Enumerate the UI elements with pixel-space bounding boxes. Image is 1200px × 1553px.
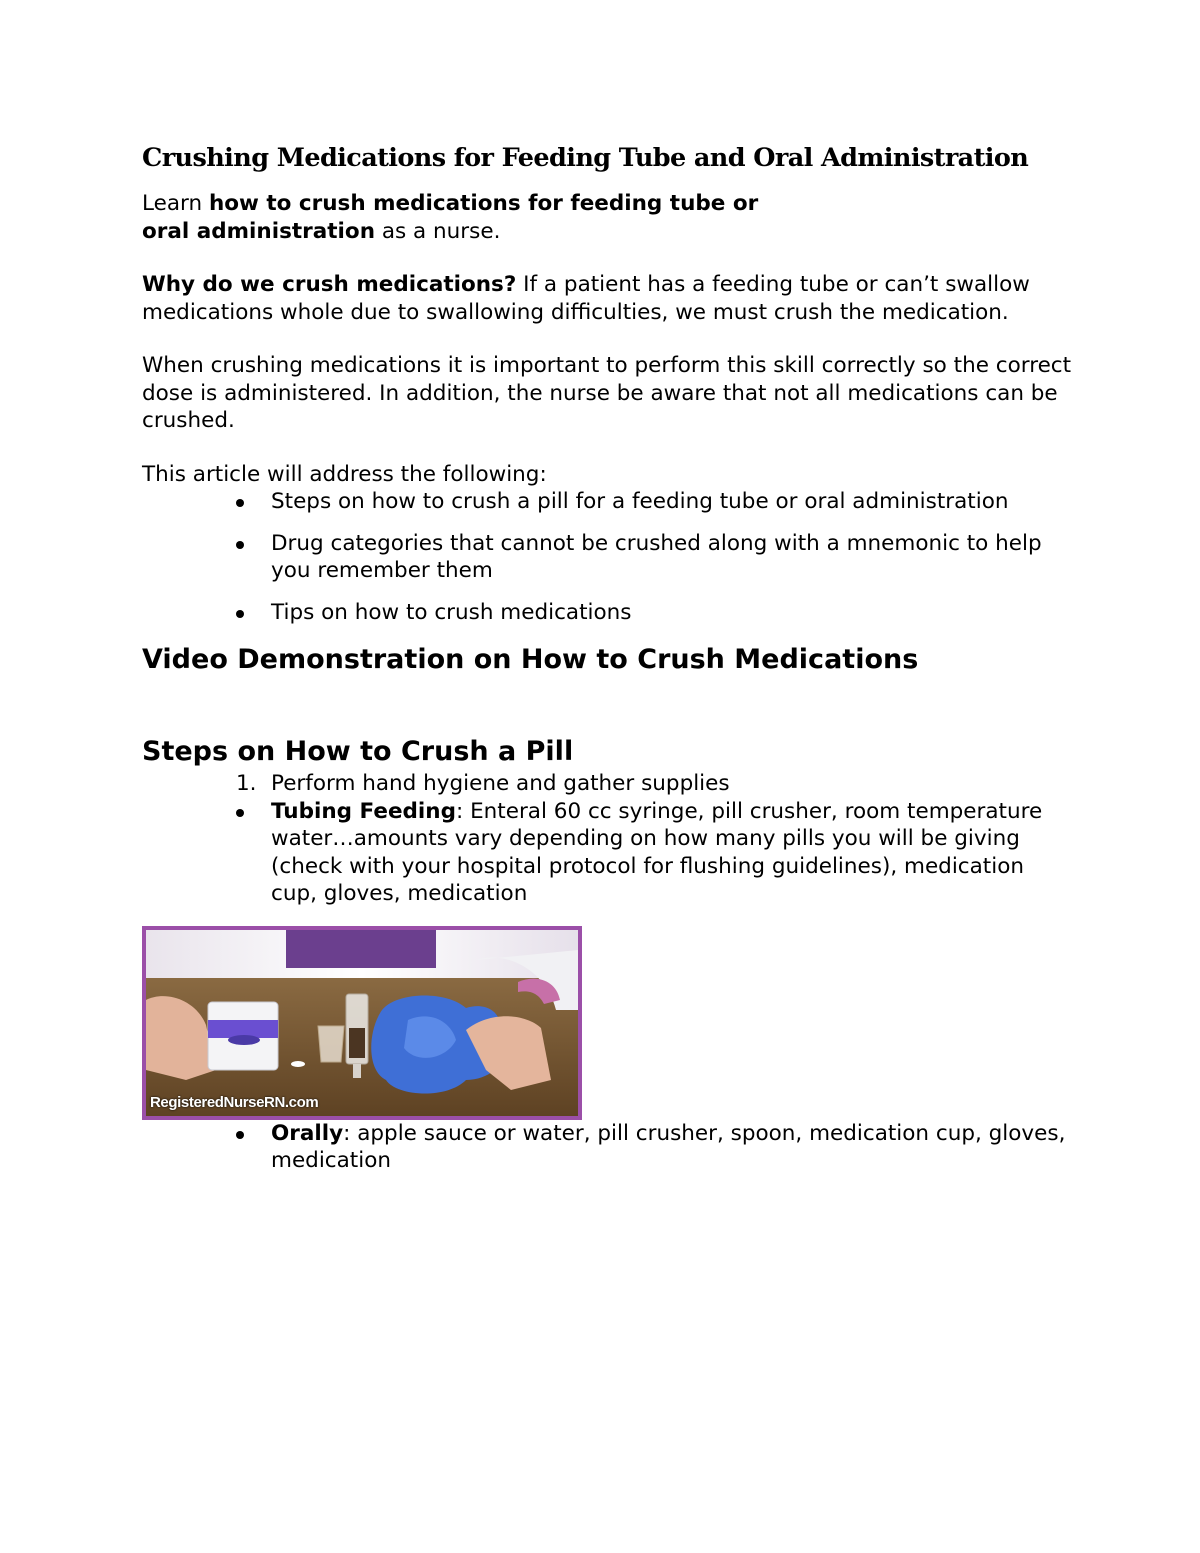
document-page bbox=[142, 140, 1072, 1175]
bullet-icon bbox=[236, 499, 244, 507]
intro-paragraph bbox=[142, 190, 1072, 245]
when-paragraph: When crushing medications it is important to perform this skill correctly so the correct dose is administered. In addition, the nurse be aware that not all medications can be crushed. bbox=[142, 353, 1072, 433]
step-number: 1. bbox=[236, 771, 257, 796]
orally-label: Orally bbox=[271, 1120, 344, 1146]
list-item-text: Drug categories that cannot be crushed along with a mnemonic to help you remember them bbox=[271, 530, 1042, 583]
list-item-text: Steps on how to crush a pill for a feeding tube or oral administration bbox=[271, 489, 1009, 514]
supplies-photo-illustration bbox=[146, 930, 578, 1116]
step-item bbox=[142, 770, 1072, 798]
image-watermark: RegisteredNurseRN.com bbox=[150, 1093, 319, 1111]
intro-prefix: Learn bbox=[142, 191, 209, 216]
list-item bbox=[142, 599, 1072, 627]
orally-text: : apple sauce or water, pill crusher, spoon, medication cup, gloves, medication bbox=[271, 1120, 1066, 1173]
list-item bbox=[142, 1120, 1072, 1175]
list-item-text: Tips on how to crush medications bbox=[271, 599, 632, 625]
video-heading: Video Demonstration on How to Crush Medications bbox=[142, 644, 919, 675]
intro-suffix: as a nurse. bbox=[375, 218, 501, 244]
intro-bold-2: oral administration bbox=[142, 218, 375, 244]
list-item bbox=[142, 488, 1072, 516]
tubing-text: : Enteral 60 cc syringe, pill crusher, room temperature water…amounts vary depending on how many pills you will be giving (check with your hospital protocol for flushing guidelines), medication cup, gloves, medication bbox=[271, 798, 1043, 906]
why-paragraph bbox=[142, 271, 1072, 326]
list-item bbox=[142, 798, 1072, 908]
tubing-label: Tubing Feeding bbox=[271, 798, 456, 824]
why-text: If a patient has a feeding tube or can’t swallow medications whole due to swallowing difficulties, we must crush the medication. bbox=[142, 272, 1030, 325]
intro-bold-1: how to crush medications for feeding tube or bbox=[208, 191, 759, 216]
why-question: Why do we crush medications? bbox=[142, 272, 517, 297]
oral-supplies-list bbox=[142, 1120, 1072, 1175]
bullet-icon bbox=[236, 610, 244, 618]
bullet-icon bbox=[236, 809, 244, 817]
address-intro: This article will address the following: bbox=[142, 461, 547, 487]
list-item bbox=[142, 530, 1072, 585]
steps-list bbox=[142, 770, 1072, 798]
steps-heading: Steps on How to Crush a Pill bbox=[142, 736, 574, 767]
tubing-supplies-list bbox=[142, 798, 1072, 908]
step-text: Perform hand hygiene and gather supplies bbox=[271, 771, 730, 796]
article-topics-list bbox=[142, 488, 1072, 626]
bullet-icon bbox=[236, 1131, 244, 1139]
document-title: Crushing Medications for Feeding Tube and Oral Administration bbox=[142, 143, 1029, 173]
supplies-photo bbox=[142, 926, 582, 1120]
bullet-icon bbox=[236, 541, 244, 549]
